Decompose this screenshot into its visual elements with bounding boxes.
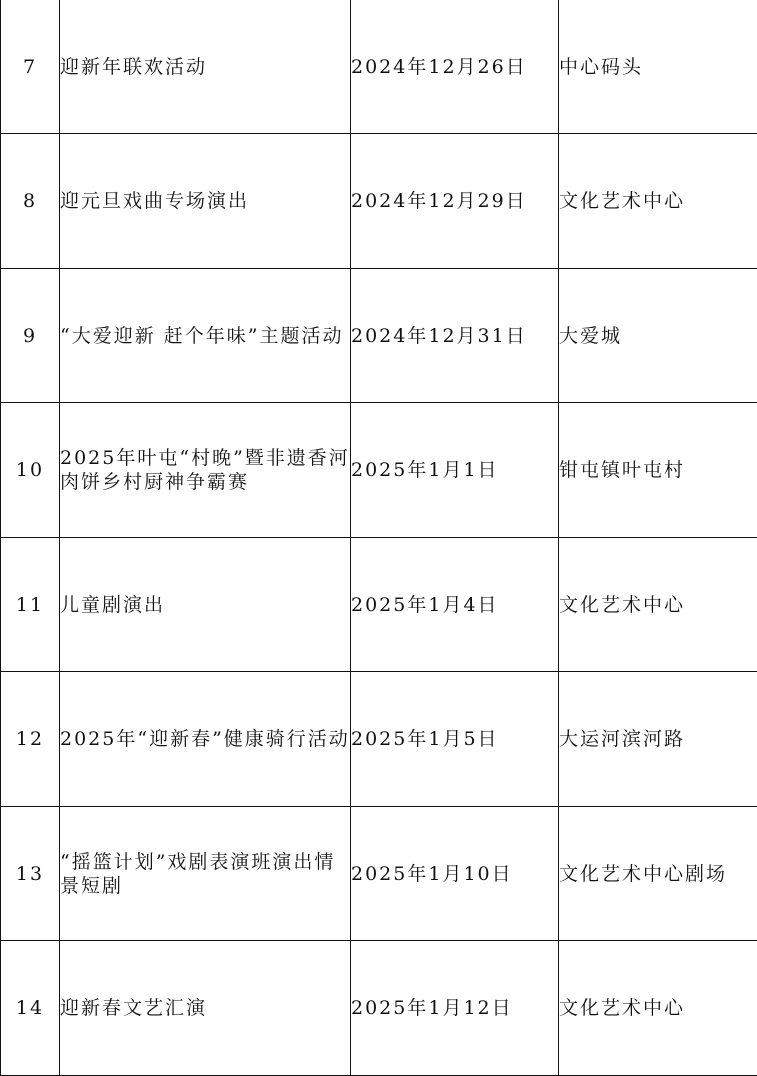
event-date: 2024年12月26日 [351, 0, 559, 134]
event-name: “摇篮计划”戏剧表演班演出情景短剧 [60, 806, 351, 941]
event-name: 儿童剧演出 [60, 537, 351, 672]
event-name: 迎新春文艺汇演 [60, 941, 351, 1076]
row-number: 9 [1, 268, 60, 403]
table-row [1, 0, 757, 134]
event-place: 文化艺术中心 [559, 134, 757, 269]
event-date: 2025年1月5日 [351, 672, 559, 807]
table-row [1, 806, 757, 941]
event-name: 迎元旦戏曲专场演出 [60, 134, 351, 269]
row-number: 7 [1, 0, 60, 134]
table-row [1, 537, 757, 672]
table-row [1, 134, 757, 269]
event-date: 2025年1月4日 [351, 537, 559, 672]
row-number: 12 [1, 672, 60, 807]
event-place: 文化艺术中心剧场 [559, 806, 757, 941]
event-place: 中心码头 [559, 0, 757, 134]
event-date: 2025年1月10日 [351, 806, 559, 941]
event-date: 2025年1月12日 [351, 941, 559, 1076]
event-date: 2024年12月29日 [351, 134, 559, 269]
event-place: 钳屯镇叶屯村 [559, 403, 757, 538]
table-row [1, 941, 757, 1076]
event-date: 2024年12月31日 [351, 268, 559, 403]
event-place: 文化艺术中心 [559, 537, 757, 672]
event-date: 2025年1月1日 [351, 403, 559, 538]
table-row [1, 403, 757, 538]
event-name: 2025年“迎新春”健康骑行活动 [60, 672, 351, 807]
table-row [1, 672, 757, 807]
event-place: 大爱城 [559, 268, 757, 403]
row-number: 10 [1, 403, 60, 538]
row-number: 11 [1, 537, 60, 672]
event-name: 迎新年联欢活动 [60, 0, 351, 134]
row-number: 14 [1, 941, 60, 1076]
row-number: 13 [1, 806, 60, 941]
event-place: 大运河滨河路 [559, 672, 757, 807]
row-number: 8 [1, 134, 60, 269]
event-name: 2025年叶屯“村晚”暨非遗香河肉饼乡村厨神争霸赛 [60, 403, 351, 538]
table-row [1, 268, 757, 403]
event-name: “大爱迎新 赶个年味”主题活动 [60, 268, 351, 403]
event-place: 文化艺术中心 [559, 941, 757, 1076]
